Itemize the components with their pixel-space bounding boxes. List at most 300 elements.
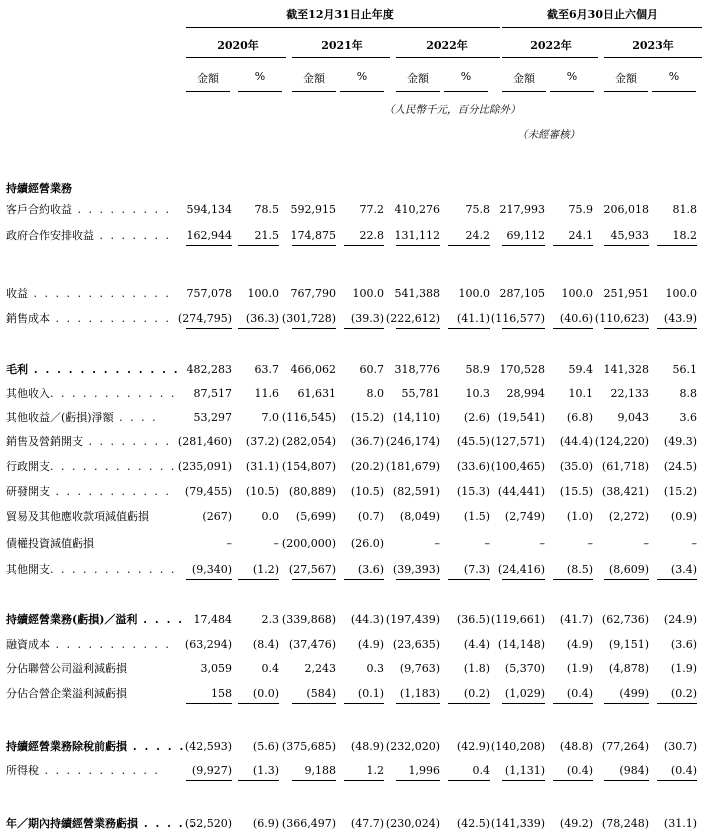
row-label-text: 所得稅: [6, 764, 39, 777]
amount-cell: (38,421): [601, 485, 649, 498]
percent-cell: (15.2): [350, 411, 384, 424]
amount-cell: 541,388: [394, 287, 440, 300]
row-leader-dots: . . . .: [113, 411, 158, 424]
percent-cell: (41.7): [559, 613, 593, 626]
amount-cell: (42,593): [184, 740, 232, 753]
percent-column-header: %: [566, 70, 578, 83]
amount-cell: 482,283: [186, 363, 232, 376]
amount-cell: (232,020): [385, 740, 440, 753]
percent-cell: (10.5): [350, 485, 384, 498]
row-leader-dots: . . . . . . . . . . .: [50, 485, 171, 498]
amount-column-header: 金額: [303, 72, 325, 85]
subtotal-rule: [186, 703, 232, 704]
row-label: [6, 410, 158, 426]
subheader-rule: [502, 91, 546, 92]
row-leader-dots: . . . . . . . . . . . .: [50, 460, 177, 473]
amount-cell: 757,078: [186, 287, 232, 300]
percent-cell: 100.0: [352, 287, 384, 300]
percent-cell: 8.8: [679, 387, 697, 400]
subtotal-rule: [238, 579, 279, 580]
amount-column-header: 金額: [615, 72, 637, 85]
table-row: [0, 612, 707, 634]
row-label-text: 銷售成本: [6, 312, 50, 325]
row-label: [6, 612, 184, 628]
amount-cell: (9,151): [608, 638, 649, 651]
amount-cell: (339,868): [281, 613, 336, 626]
row-label-text: 貿易及其他應收款項減值虧損: [6, 510, 149, 523]
subtotal-rule: [292, 245, 336, 246]
amount-column-header: 金額: [197, 72, 219, 85]
percent-cell: (31.1): [663, 817, 697, 830]
subtotal-rule: [186, 780, 232, 781]
amount-cell: 466,062: [290, 363, 336, 376]
table-row: [0, 459, 707, 481]
subtotal-rule: [657, 780, 697, 781]
amount-cell: (154,807): [281, 460, 336, 473]
row-label: [6, 536, 94, 552]
row-label: [6, 202, 171, 218]
header-group-interim: 截至6月30日止六個月: [547, 8, 658, 21]
amount-cell: (27,567): [288, 563, 336, 576]
amount-cell: 69,112: [506, 229, 545, 242]
table-row: [0, 637, 707, 659]
amount-cell: 592,915: [290, 203, 336, 216]
amount-cell: (19,541): [497, 411, 545, 424]
percent-cell: (48.9): [350, 740, 384, 753]
amount-cell: 594,134: [186, 203, 232, 216]
amount-cell: (499): [619, 687, 649, 700]
amount-cell: 17,484: [193, 613, 232, 626]
percent-cell: 100.0: [247, 287, 279, 300]
percent-cell: (42.5): [456, 817, 490, 830]
row-label: [6, 686, 127, 702]
percent-cell: (8.4): [252, 638, 279, 651]
header-group-annual: 截至12月31日止年度: [286, 8, 394, 21]
row-label-text: 客戶合約收益: [6, 203, 72, 216]
subtotal-rule: [657, 328, 697, 329]
subtotal-rule: [344, 328, 384, 329]
row-label: [6, 311, 171, 327]
percent-cell: (36.5): [456, 613, 490, 626]
subtotal-rule: [238, 703, 279, 704]
amount-cell: (4,878): [608, 662, 649, 675]
subtotal-rule: [448, 579, 490, 580]
table-row: [0, 362, 707, 384]
row-label-text: 其他開支: [6, 563, 50, 576]
percent-cell: (1.0): [566, 510, 593, 523]
percent-cell: (48.8): [559, 740, 593, 753]
amount-cell: (1,029): [504, 687, 545, 700]
amount-cell: 3,059: [200, 662, 232, 675]
amount-cell: (984): [619, 764, 649, 777]
row-leader-dots: . . . .: [137, 613, 185, 626]
amount-cell: 45,933: [610, 229, 649, 242]
year-rule: [186, 57, 286, 58]
percent-cell: (0.4): [566, 764, 593, 777]
percent-cell: (36.7): [350, 435, 384, 448]
percent-cell: (41.1): [456, 312, 490, 325]
subtotal-rule: [604, 780, 649, 781]
amount-cell: (79,455): [184, 485, 232, 498]
percent-cell: (30.7): [663, 740, 697, 753]
percent-cell: (45.5): [456, 435, 490, 448]
amount-cell: –: [434, 537, 440, 550]
amount-column-header: 金額: [407, 72, 429, 85]
year-rule: [292, 57, 390, 58]
row-leader-dots: . . . . .: [127, 740, 186, 753]
percent-cell: (0.0): [252, 687, 279, 700]
percent-cell: (0.9): [670, 510, 697, 523]
percent-cell: 24.1: [568, 229, 593, 242]
table-row: [0, 286, 707, 308]
row-leader-dots: . . . . . . . .: [83, 435, 171, 448]
amount-cell: –: [539, 537, 545, 550]
amount-cell: –: [643, 537, 649, 550]
subtotal-rule: [604, 703, 649, 704]
percent-cell: (6.9): [252, 817, 279, 830]
percent-column-header: %: [668, 70, 680, 83]
amount-cell: (116,577): [490, 312, 545, 325]
amount-cell: 1,996: [408, 764, 440, 777]
amount-cell: (200,000): [281, 537, 336, 550]
row-leader-dots: . . . . . . . . . . .: [50, 638, 171, 651]
unaudited-note: （未經審核）: [517, 129, 580, 141]
table-row: [0, 816, 707, 838]
subtotal-rule: [502, 780, 545, 781]
percent-cell: (0.4): [566, 687, 593, 700]
amount-cell: (584): [306, 687, 336, 700]
percent-cell: (39.3): [350, 312, 384, 325]
subtotal-rule: [502, 579, 545, 580]
percent-cell: (33.6): [456, 460, 490, 473]
amount-cell: 162,944: [186, 229, 232, 242]
row-label-text: 政府合作安排收益: [6, 229, 94, 242]
percent-cell: (4.9): [566, 638, 593, 651]
amount-cell: (82,591): [392, 485, 440, 498]
subtotal-rule: [292, 703, 336, 704]
percent-cell: (42.9): [456, 740, 490, 753]
subtotal-rule: [502, 328, 545, 329]
amount-cell: (246,174): [385, 435, 440, 448]
percent-cell: (1.8): [463, 662, 490, 675]
percent-column-header: %: [460, 70, 472, 83]
amount-cell: (267): [202, 510, 232, 523]
table-row: [0, 386, 707, 408]
percent-cell: –: [691, 537, 697, 550]
subtotal-rule: [292, 780, 336, 781]
percent-cell: (0.4): [670, 764, 697, 777]
subheader-rule: [340, 91, 384, 92]
amount-cell: (2,272): [608, 510, 649, 523]
amount-cell: (197,439): [385, 613, 440, 626]
amount-cell: (222,612): [385, 312, 440, 325]
amount-cell: 55,781: [401, 387, 440, 400]
row-label-text: 融資成本: [6, 638, 50, 651]
subtotal-rule: [604, 328, 649, 329]
subtotal-rule: [396, 579, 440, 580]
amount-cell: (100,465): [490, 460, 545, 473]
percent-cell: (1.9): [670, 662, 697, 675]
row-label: [6, 362, 180, 378]
percent-cell: 59.4: [568, 363, 593, 376]
row-label-text: 債權投資減值虧損: [6, 537, 94, 550]
table-row: [0, 661, 707, 683]
amount-column-header: 金額: [513, 72, 535, 85]
percent-cell: 100.0: [665, 287, 697, 300]
subheader-rule: [444, 91, 488, 92]
percent-cell: (20.2): [350, 460, 384, 473]
row-label-text: 毛利: [6, 363, 28, 376]
percent-cell: (1.3): [252, 764, 279, 777]
percent-cell: 60.7: [359, 363, 384, 376]
header-group-annual-rule: [186, 27, 500, 28]
amount-cell: (140,208): [490, 740, 545, 753]
amount-cell: (63,294): [184, 638, 232, 651]
amount-cell: 9,188: [304, 764, 336, 777]
amount-cell: (110,623): [594, 312, 649, 325]
table-row: [0, 410, 707, 432]
percent-cell: (3.6): [357, 563, 384, 576]
amount-cell: 22,133: [610, 387, 649, 400]
percent-cell: (15.2): [663, 485, 697, 498]
amount-cell: (230,024): [385, 817, 440, 830]
row-label-text: 分佔聯營公司溢利減虧損: [6, 662, 127, 675]
amount-cell: (44,441): [497, 485, 545, 498]
row-leader-dots: . . . . . . . . . . . .: [50, 387, 177, 400]
amount-cell: (8,049): [399, 510, 440, 523]
percent-cell: (5.6): [252, 740, 279, 753]
amount-cell: (235,091): [177, 460, 232, 473]
row-label-text: 持續經營業務(虧損)／溢利: [6, 613, 138, 626]
percent-cell: (40.6): [559, 312, 593, 325]
row-label-text: 分佔合營企業溢利減虧損: [6, 687, 127, 700]
amount-cell: 158: [211, 687, 232, 700]
row-label: [6, 816, 196, 832]
percent-cell: 10.1: [568, 387, 593, 400]
amount-cell: (24,416): [497, 563, 545, 576]
percent-cell: (1.2): [252, 563, 279, 576]
row-leader-dots: . . . . . . . . . . . . .: [28, 363, 180, 376]
row-label-text: 其他收入: [6, 387, 50, 400]
subheader-rule: [238, 91, 282, 92]
percent-cell: 21.5: [254, 229, 279, 242]
percent-cell: (49.3): [663, 435, 697, 448]
section-title: 持續經營業務: [6, 182, 72, 195]
row-label: [6, 509, 149, 525]
percent-cell: 63.7: [254, 363, 279, 376]
amount-cell: 318,776: [394, 363, 440, 376]
percent-cell: (47.7): [350, 817, 384, 830]
percent-cell: 2.3: [261, 613, 279, 626]
subheader-rule: [292, 91, 336, 92]
row-label: [6, 484, 171, 500]
row-label: [6, 739, 185, 755]
subtotal-rule: [448, 703, 490, 704]
table-row: [0, 509, 707, 531]
percent-cell: (24.9): [663, 613, 697, 626]
row-label-text: 行政開支: [6, 460, 50, 473]
table-row: [0, 434, 707, 456]
percent-cell: 81.8: [672, 203, 697, 216]
amount-cell: (366,497): [281, 817, 336, 830]
percent-cell: (1.9): [566, 662, 593, 675]
row-label-text: 研發開支: [6, 485, 50, 498]
subtotal-rule: [553, 780, 593, 781]
percent-cell: (24.5): [663, 460, 697, 473]
amount-cell: 251,951: [603, 287, 649, 300]
row-label-text: 年／期內持續經營業務虧損: [6, 817, 138, 830]
percent-cell: 0.3: [366, 662, 384, 675]
percent-cell: 58.9: [465, 363, 490, 376]
row-leader-dots: . . . . . . .: [94, 229, 171, 242]
unit-note: （人民幣千元，百分比除外）: [384, 104, 521, 116]
row-label: [6, 228, 171, 244]
row-label-text: 持續經營業務除稅前虧損: [6, 740, 127, 753]
amount-cell: (23,635): [392, 638, 440, 651]
amount-cell: (274,795): [177, 312, 232, 325]
percent-cell: (37.2): [245, 435, 279, 448]
subheader-rule: [396, 91, 440, 92]
year-rule: [604, 57, 702, 58]
table-row: [0, 686, 707, 708]
percent-cell: 10.3: [465, 387, 490, 400]
percent-cell: 75.8: [465, 203, 490, 216]
amount-cell: (119,661): [490, 613, 545, 626]
percent-cell: 11.6: [254, 387, 279, 400]
amount-cell: (127,571): [490, 435, 545, 448]
amount-cell: 131,112: [394, 229, 440, 242]
subtotal-rule: [448, 245, 490, 246]
table-row: [0, 536, 707, 558]
subtotal-rule: [604, 245, 649, 246]
amount-cell: (9,340): [191, 563, 232, 576]
subtotal-rule: [344, 703, 384, 704]
subtotal-rule: [396, 328, 440, 329]
percent-cell: 0.4: [472, 764, 490, 777]
amount-cell: (5,370): [504, 662, 545, 675]
amount-cell: (2,749): [504, 510, 545, 523]
amount-cell: (39,393): [392, 563, 440, 576]
amount-cell: 141,328: [603, 363, 649, 376]
percent-cell: (36.3): [245, 312, 279, 325]
table-row: [0, 311, 707, 333]
percent-cell: –: [484, 537, 490, 550]
percent-cell: (44.3): [350, 613, 384, 626]
amount-cell: 206,018: [603, 203, 649, 216]
percent-cell: 100.0: [561, 287, 593, 300]
percent-cell: –: [273, 537, 279, 550]
subheader-rule: [550, 91, 594, 92]
percent-cell: 22.8: [359, 229, 384, 242]
amount-cell: (281,460): [177, 435, 232, 448]
row-label: [6, 637, 171, 653]
row-label: [6, 661, 127, 677]
subtotal-rule: [238, 328, 279, 329]
amount-cell: 174,875: [290, 229, 336, 242]
subtotal-rule: [186, 579, 232, 580]
percent-cell: (7.3): [463, 563, 490, 576]
row-leader-dots: . . . . . . . . . . .: [39, 764, 160, 777]
amount-cell: 410,276: [394, 203, 440, 216]
percent-cell: 24.2: [465, 229, 490, 242]
subtotal-rule: [448, 780, 490, 781]
amount-cell: (14,110): [392, 411, 440, 424]
percent-cell: 78.5: [254, 203, 279, 216]
percent-cell: (4.4): [463, 638, 490, 651]
percent-cell: (31.1): [245, 460, 279, 473]
percent-cell: (43.9): [663, 312, 697, 325]
percent-cell: –: [587, 537, 593, 550]
subtotal-rule: [396, 245, 440, 246]
row-leader-dots: . . . . . . . . . . . .: [50, 563, 177, 576]
subheader-rule: [604, 91, 648, 92]
subtotal-rule: [238, 245, 279, 246]
row-label-text: 其他收益／(虧損)淨額: [6, 411, 114, 424]
row-label: [6, 763, 160, 779]
year-header-2021: 2021年: [321, 39, 363, 52]
percent-cell: 0.0: [261, 510, 279, 523]
amount-cell: (375,685): [281, 740, 336, 753]
percent-column-header: %: [356, 70, 368, 83]
amount-cell: (9,927): [191, 764, 232, 777]
percent-cell: (8.5): [566, 563, 593, 576]
table-row: [0, 739, 707, 761]
amount-cell: 61,631: [297, 387, 336, 400]
percent-cell: (1.5): [463, 510, 490, 523]
amount-cell: (14,148): [497, 638, 545, 651]
subtotal-rule: [448, 328, 490, 329]
subtotal-rule: [396, 780, 440, 781]
percent-cell: (0.2): [463, 687, 490, 700]
row-label: [6, 459, 176, 475]
percent-column-header: %: [254, 70, 266, 83]
amount-cell: (9,763): [399, 662, 440, 675]
row-label: [6, 562, 176, 578]
amount-cell: 217,993: [499, 203, 545, 216]
table-row: [0, 763, 707, 785]
percent-cell: (35.0): [559, 460, 593, 473]
amount-cell: (301,728): [281, 312, 336, 325]
table-row: [0, 484, 707, 506]
subtotal-rule: [657, 579, 697, 580]
amount-cell: 2,243: [304, 662, 336, 675]
amount-cell: (181,679): [385, 460, 440, 473]
percent-cell: (44.4): [559, 435, 593, 448]
percent-cell: 1.2: [366, 764, 384, 777]
percent-cell: (26.0): [350, 537, 384, 550]
percent-cell: (6.8): [566, 411, 593, 424]
amount-cell: (77,264): [601, 740, 649, 753]
row-leader-dots: . . . . . . . . . . .: [50, 312, 171, 325]
subtotal-rule: [657, 703, 697, 704]
subheader-rule: [652, 91, 696, 92]
percent-cell: 77.2: [359, 203, 384, 216]
amount-cell: 28,994: [506, 387, 545, 400]
subtotal-rule: [292, 328, 336, 329]
subtotal-rule: [186, 245, 232, 246]
percent-cell: 18.2: [672, 229, 697, 242]
amount-cell: (52,520): [184, 817, 232, 830]
amount-cell: 170,528: [499, 363, 545, 376]
table-row: [0, 228, 707, 250]
percent-cell: 7.0: [261, 411, 279, 424]
percent-cell: (15.3): [456, 485, 490, 498]
percent-cell: 8.0: [366, 387, 384, 400]
amount-cell: (8,609): [608, 563, 649, 576]
amount-cell: (124,220): [594, 435, 649, 448]
percent-cell: 100.0: [458, 287, 490, 300]
subtotal-rule: [502, 703, 545, 704]
